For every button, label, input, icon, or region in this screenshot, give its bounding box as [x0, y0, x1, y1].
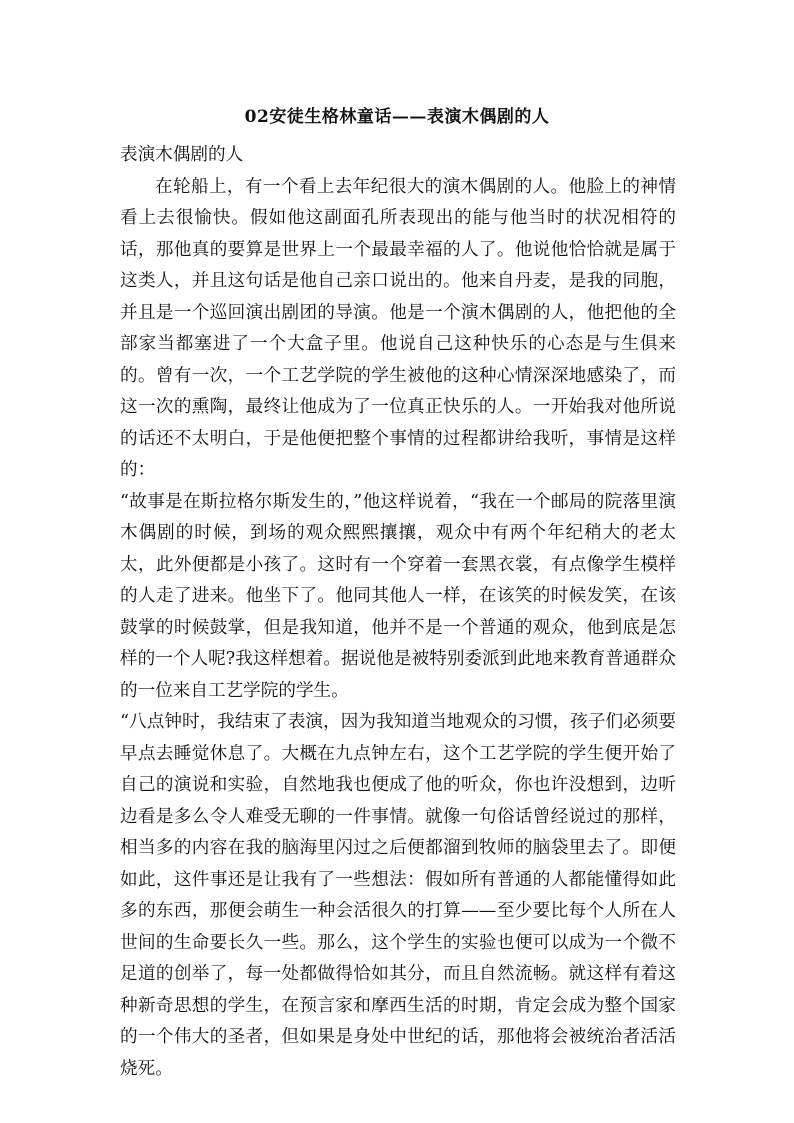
paragraph-3: “八点钟时，我结束了表演，因为我知道当地观众的习惯，孩子们必须要早点去睡觉休息了。大概在九点钟左右，这个工艺学院的学生便开始了自己的演说和实验，自然地我也便成了他的听众，你也许没想到，边听边看是多么令人难受无聊的一件事情。就像一句俗话曾经说过的那样，相当多的内容在我的脑海里闪过之后便都溜到牧师的脑袋里去了。即便如此，这件事还是让我有了一些想法：假如所有普通的人都能懂得如此多的东西，那便会萌生一种会活很久的打算——至少要比每个人所在人世间的生命要长久一些。那么，这个学生的实验也便可以成为一个微不足道的创举了，每一处都做得恰如其分，而且自然流畅。就这样有着这种新奇思想的学生，在预言家和摩西生活的时期，肯定会成为整个国家的一个伟大的圣者，但如果是身处中世纪的话，那他将会被统治者活活烧死。 — [120, 712, 676, 1079]
document-body — [120, 140, 676, 1085]
document-subtitle: 表演木偶剧的人 — [120, 145, 244, 165]
paragraph-2: “故事是在斯拉格尔斯发生的，”他这样说着，“我在一个邮局的院落里演木偶剧的时候，到场的观众熙熙攘攘，观众中有两个年纪稍大的老太太，此外便都是小孩了。这时有一个穿着一套黑衣裳，有点像学生模样的人走了进来。他坐下了。他同其他人一样，在该笑的时候发笑，在该鼓掌的时候鼓掌，但是我知道，他并不是一个普通的观众，他到底是怎样的一个人呢?我这样想着。据说他是被特别委派到此地来教育普通群众的一位来自工艺学院的学生。 — [120, 491, 676, 701]
paragraph-1: 在轮船上，有一个看上去年纪很大的演木偶剧的人。他脸上的神情看上去很愉快。假如他这副面孔所表现出的能与他当时的状况相符的话，那他真的要算是世界上一个最最幸福的人了。他说他恰恰就是属于这类人，并且这句话是他自己亲口说出的。他来自丹麦，是我的同胞，并且是一个巡回演出剧团的导演。他是一个演木偶剧的人，他把他的全部家当都塞进了一个大盒子里。他说自己这种快乐的心态是与生俱来的。曾有一次，一个工艺学院的学生被他的这种心情深深地感染了，而这一次的熏陶，最终让他成为了一位真正快乐的人。一开始我对他所说的话还不太明白，于是他便把整个事情的过程都讲给我听，事情是这样的： — [120, 176, 676, 480]
document-title: 02安徒生格林童话——表演木偶剧的人 — [244, 107, 550, 127]
